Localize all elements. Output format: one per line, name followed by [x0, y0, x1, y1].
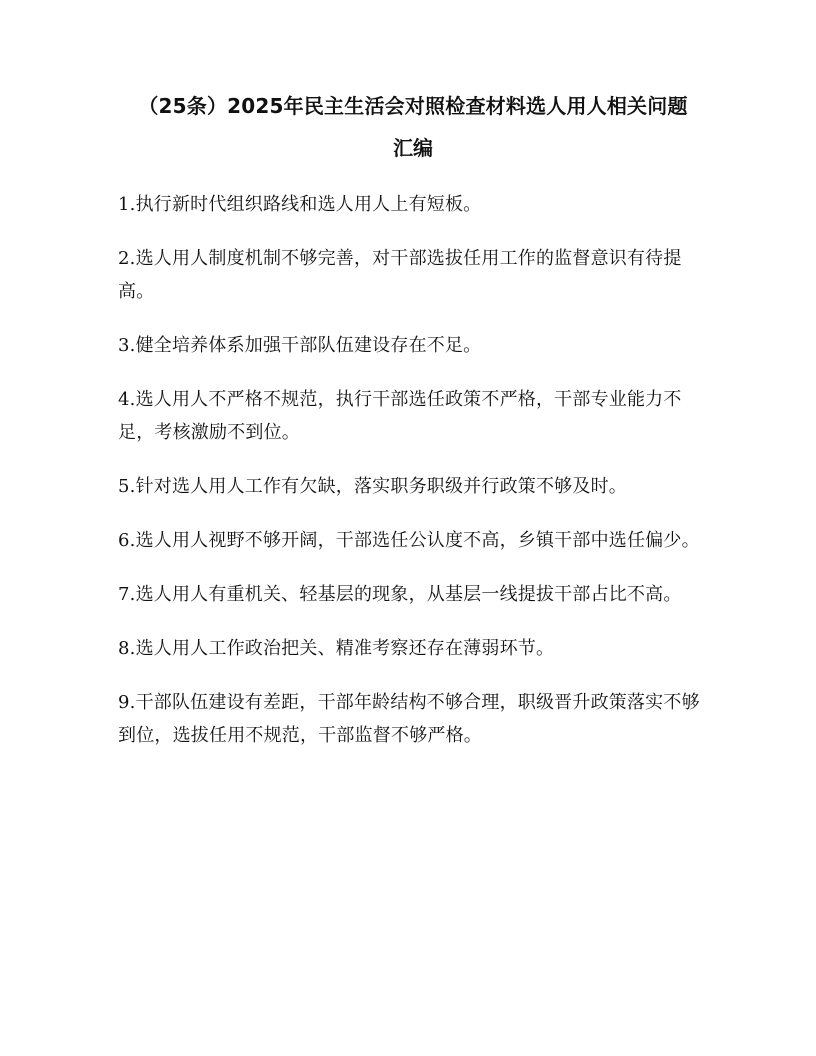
- document-title: （25条）2025年民主生活会对照检查材料选人用人相关问题: [138, 94, 688, 118]
- problem-item-4: 4.选人用人不严格不规范，执行干部选任政策不严格，干部专业能力不足，考核激励不到位。: [118, 389, 682, 443]
- problem-item-1: 1.执行新时代组织路线和选人用人上有短板。: [118, 194, 482, 215]
- problem-item-6: 6.选人用人视野不够开阔，干部选任公认度不高，乡镇干部中选任偏少。: [118, 530, 700, 551]
- problem-item-3: 3.健全培养体系加强干部队伍建设存在不足。: [118, 335, 482, 356]
- problem-item-5: 5.针对选人用人工作有欠缺，落实职务职级并行政策不够及时。: [118, 476, 627, 497]
- problem-item-2: 2.选人用人制度机制不够完善，对干部选拔任用工作的监督意识有待提高。: [118, 248, 682, 302]
- problem-list: [118, 188, 708, 752]
- problem-item-8: 8.选人用人工作政治把关、精准考察还存在薄弱环节。: [118, 638, 555, 659]
- document-title-continued: 汇编: [393, 136, 433, 160]
- problem-item-7: 7.选人用人有重机关、轻基层的现象，从基层一线提拔干部占比不高。: [118, 584, 682, 605]
- problem-item-9: 9.干部队伍建设有差距，干部年龄结构不够合理，职级晋升政策落实不够到位，选拔任用不规范，干部监督不够严格。: [118, 692, 700, 746]
